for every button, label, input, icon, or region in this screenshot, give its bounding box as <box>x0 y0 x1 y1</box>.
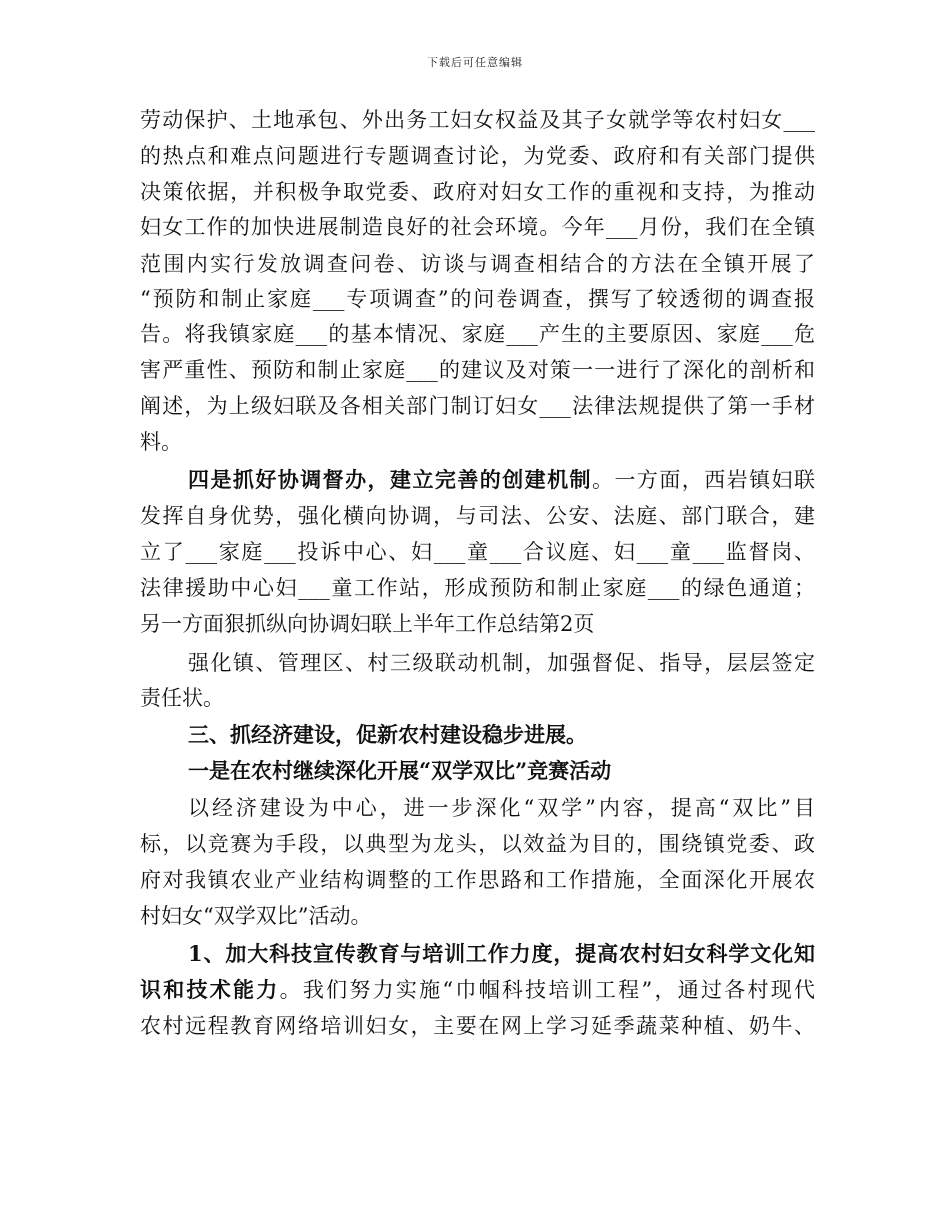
text-line <box>140 139 815 173</box>
text-segment: 责任状。 <box>140 686 224 710</box>
bold-text: 识和技术能力 <box>140 977 280 1002</box>
text-segment: 害严重性、预防和制止家庭___的建议及对策一一进行了深化的剖析和 <box>140 358 815 382</box>
text-segment: 强化镇、管理区、村三级联动机制，加强督促、指导，层层签定 <box>188 651 815 675</box>
text-line <box>140 973 815 1007</box>
text-line <box>140 247 815 281</box>
page-header: 下载后可任意编辑 <box>427 56 523 69</box>
text-line <box>188 937 815 971</box>
text-segment: 标，以竞赛为手段，以典型为龙头，以效益为目的，围绕镇党委、政 <box>140 832 815 856</box>
text-segment: 发挥自身优势，强化横向协调，与司法、公安、法庭、部门联合，建 <box>140 504 815 528</box>
text-segment: 另一方面狠抓纵向协调妇联上半年工作总结第2页 <box>140 612 595 636</box>
text-segment: 农村远程教育网络培训妇女，主要在网上学习延季蔬菜种植、奶牛、 <box>140 1014 815 1038</box>
text-segment: 。我们努力实施“巾帼科技培训工程”，通过各村现代 <box>279 978 815 1002</box>
text-segment: 范围内实行发放调查问卷、访谈与调查相结合的方法在全镇开展了 <box>140 252 815 276</box>
text-segment: 阐述，为上级妇联及各相关部门制订妇女___法律法规提供了第一手材 <box>140 394 815 418</box>
text-line <box>188 463 815 497</box>
text-line <box>140 353 815 387</box>
text-segment: 告。将我镇家庭___的基本情况、家庭___产生的主要原因、家庭___危 <box>140 322 815 346</box>
bold-text: 四是抓好协调督办，建立完善的创建机制 <box>188 467 592 492</box>
text-line <box>140 863 815 897</box>
bold-text: 三、抓经济建设，促新农村建设稳步进展。 <box>188 722 587 747</box>
bold-text: 1、加大科技宣传教育与培训工作力度，提高农村妇女科学文化知 <box>188 941 815 966</box>
text-segment: 劳动保护、土地承包、外出务工妇女权益及其子女就学等农村妇女___ <box>140 108 815 132</box>
text-segment: 立了___家庭___投诉中心、妇___童___合议庭、妇___童___监督岗、 <box>140 540 815 564</box>
text-line <box>188 791 815 825</box>
text-line <box>140 425 815 459</box>
text-segment: 料。 <box>140 430 182 454</box>
text-line <box>188 754 815 788</box>
text-segment: 以经济建设为中心，进一步深化“双学”内容，提高“双比”目 <box>188 796 815 820</box>
text-line <box>140 389 815 423</box>
text-segment: 的热点和难点问题进行专题调查讨论，为党委、政府和有关部门提供 <box>140 144 815 168</box>
text-line <box>140 535 815 569</box>
text-segment: 法律援助中心妇___童工作站，形成预防和制止家庭___的绿色通道； <box>140 576 815 600</box>
text-line <box>140 571 815 605</box>
text-line <box>188 646 815 680</box>
text-line <box>140 210 815 244</box>
text-segment: 妇女工作的加快进展制造良好的社会环境。今年___月份，我们在全镇 <box>140 215 815 239</box>
text-line <box>140 1009 815 1043</box>
text-line <box>188 718 815 752</box>
text-line <box>140 499 815 533</box>
text-line <box>140 681 815 715</box>
text-line <box>140 317 815 351</box>
text-line <box>140 103 815 137</box>
text-segment: 。一方面，西岩镇妇联 <box>592 468 815 492</box>
text-segment: 决策依据，并积极争取党委、政府对妇女工作的重视和支持，为推动 <box>140 180 815 204</box>
text-segment: “预防和制止家庭___专项调查”的问卷调查，撰写了较透彻的调查报 <box>140 287 815 311</box>
text-line <box>140 899 815 933</box>
text-line <box>140 282 815 316</box>
text-line <box>140 175 815 209</box>
text-segment: 府对我镇农业产业结构调整的工作思路和工作措施，全面深化开展农 <box>140 868 815 892</box>
text-segment: 村妇女“双学双比”活动。 <box>140 904 372 928</box>
text-line <box>140 607 815 641</box>
text-line <box>140 827 815 861</box>
bold-text: 一是在农村继续深化开展“双学双比”竞赛活动 <box>188 758 612 783</box>
